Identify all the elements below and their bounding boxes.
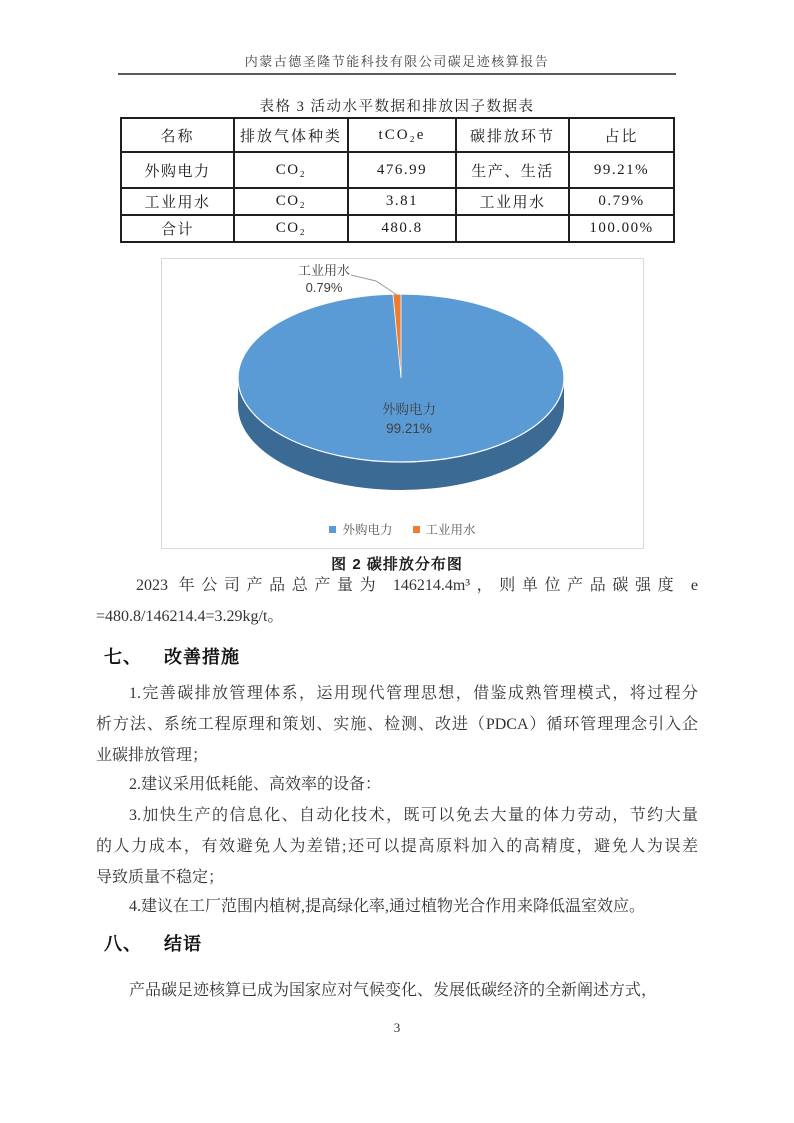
- col-header: tCO₂e: [348, 118, 456, 152]
- heading-number: 八、: [104, 934, 142, 954]
- legend-item-water: [413, 520, 476, 538]
- paragraph-intensity: [96, 570, 698, 632]
- text-line: 3.加快生产的信息化、自动化技术，既可以免去大量的体力劳动，节约大量: [129, 807, 698, 824]
- col-header: 碳排放环节: [456, 118, 569, 152]
- legend-item-power: [329, 520, 392, 538]
- cell: 工业用水: [121, 188, 234, 215]
- cell: 外购电力: [121, 152, 234, 188]
- emission-data-table: [120, 117, 675, 243]
- text-line: 4.建议在工厂范围内植树,提高绿化率,通过植物光合作用来降低温室效应。: [129, 898, 646, 915]
- section-heading-improve: [104, 643, 698, 669]
- cell: 3.81: [348, 188, 456, 215]
- cell: CO₂: [234, 188, 348, 215]
- cell: CO₂: [234, 215, 348, 242]
- pie-label-water-name: 工业用水: [297, 263, 350, 278]
- col-header: 排放气体种类: [234, 118, 348, 152]
- legend-swatch-blue-icon: [329, 526, 336, 533]
- pie-label-water-pct: 0.79%: [305, 280, 343, 295]
- cell: 0.79%: [569, 188, 674, 215]
- cell: 合计: [121, 215, 234, 242]
- col-header: 名称: [121, 118, 234, 152]
- table-title: 表格 3 活动水平数据和排放因子数据表: [259, 99, 535, 115]
- legend-label: 外购电力: [342, 523, 393, 537]
- table-row: [121, 215, 674, 242]
- table-row: [121, 188, 674, 215]
- legend-swatch-orange-icon: [413, 526, 420, 533]
- cell: [456, 215, 569, 242]
- pie-label-power-pct: 99.21%: [386, 421, 432, 436]
- text-line: 2023 年公司产品总产量为 146214.4m³，则单位产品碳强度 e: [136, 577, 698, 594]
- text-line: 导致质量不稳定；: [96, 869, 225, 886]
- text-line: 产品碳足迹核算已成为国家应对气候变化、发展低碳经济的全新阐述方式，: [129, 982, 658, 999]
- table-row: [121, 152, 674, 188]
- legend-label: 工业用水: [425, 523, 476, 537]
- paragraph-improve-3: [96, 800, 698, 893]
- text-line: 业碳排放管理；: [96, 747, 209, 764]
- pie-label-power-name: 外购电力: [382, 402, 436, 417]
- chart-legend: [162, 520, 643, 538]
- text-line: 1.完善碳排放管理体系，运用现代管理思想，借鉴成熟管理模式，将过程分: [129, 685, 698, 702]
- col-header: 占比: [569, 118, 674, 152]
- figure-caption: 图 2 碳排放分布图: [331, 556, 463, 573]
- text-line: 析方法、系统工程原理和策划、实施、检测、改进（PDCA）循环管理理念引入企: [96, 716, 698, 733]
- pie-label-water: [274, 262, 374, 296]
- page-header-title: 内蒙古德圣隆节能科技有限公司碳足迹核算报告: [244, 54, 550, 69]
- cell: 476.99: [348, 152, 456, 188]
- cell: CO₂: [234, 152, 348, 188]
- paragraph-improve-4: [96, 891, 698, 922]
- text-line: 2.建议采用低耗能、高效率的设备：: [129, 776, 382, 793]
- cell: 100.00%: [569, 215, 674, 242]
- paragraph-improve-2: [96, 769, 698, 800]
- text-line: =480.8/146214.4=3.29kg/t。: [96, 608, 284, 625]
- text-line: 的人力成本，有效避免人为差错;还可以提高原料加入的高精度，避免人为误差: [96, 838, 698, 855]
- table-header-row: [121, 118, 674, 152]
- heading-number: 七、: [104, 647, 142, 667]
- page-number: 3: [393, 1020, 401, 1035]
- cell: 工业用水: [456, 188, 569, 215]
- cell: 480.8: [348, 215, 456, 242]
- header-rule: [118, 73, 676, 75]
- paragraph-conclusion: [96, 975, 698, 1006]
- pie-chart: [161, 258, 644, 549]
- cell: 生产、生活: [456, 152, 569, 188]
- cell: 99.21%: [569, 152, 674, 188]
- pie-label-power: [349, 400, 469, 438]
- heading-title: 改善措施: [164, 647, 240, 667]
- paragraph-improve-1: [96, 678, 698, 771]
- section-heading-conclusion: [104, 930, 698, 956]
- heading-title: 结语: [164, 934, 202, 954]
